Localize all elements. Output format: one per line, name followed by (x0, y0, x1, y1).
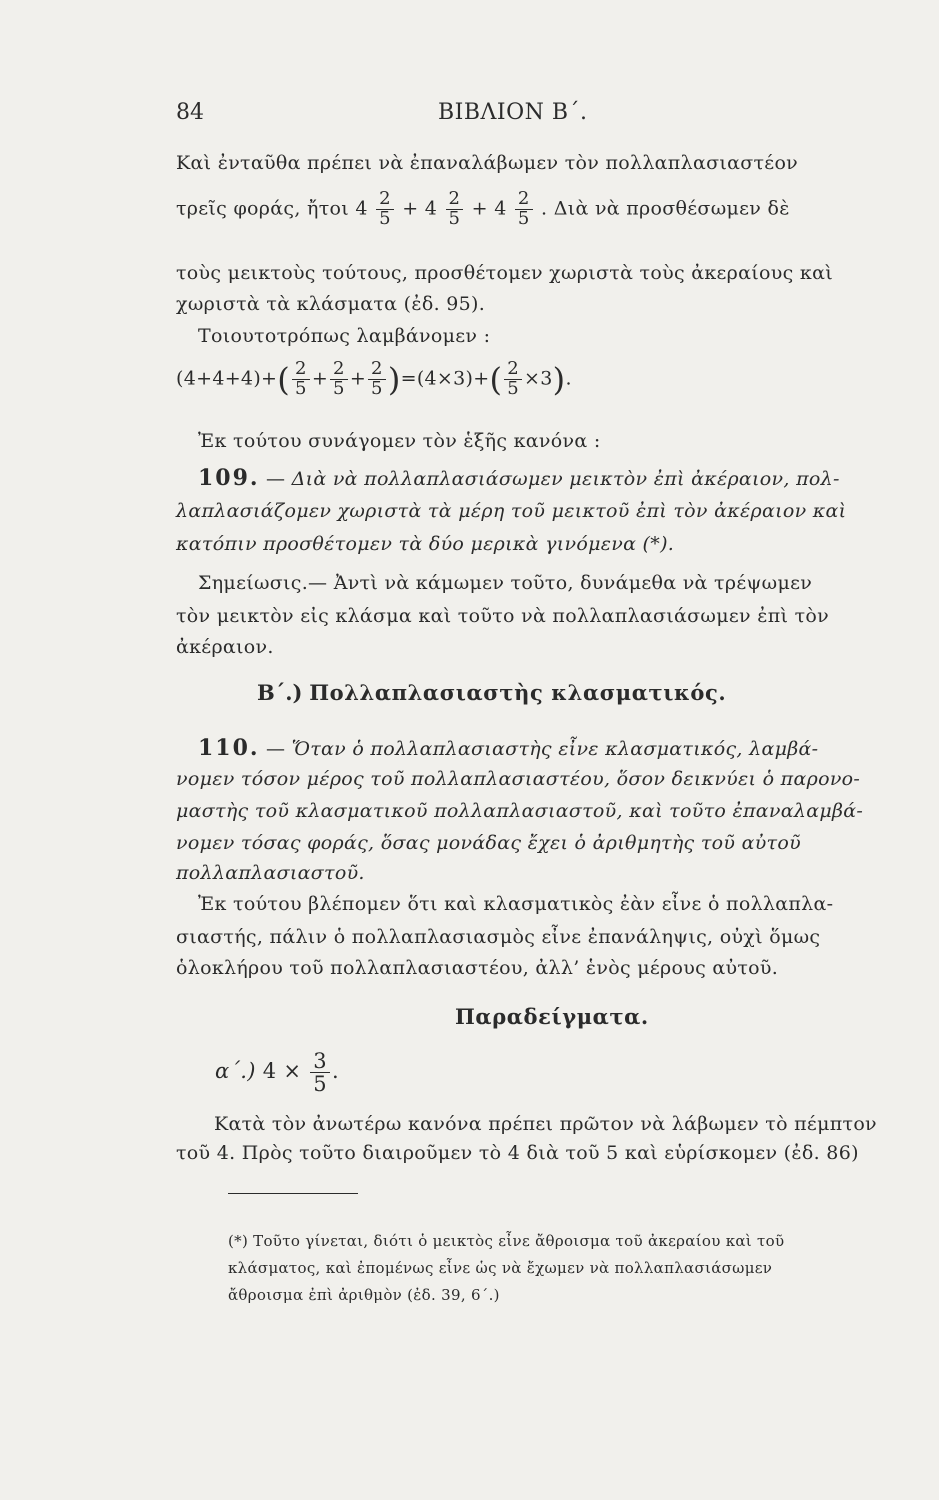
close-paren: ) (387, 360, 401, 399)
examples-heading: Παραδείγματα. (455, 1004, 649, 1029)
fraction-denominator: 5 (446, 209, 464, 229)
running-header: ΒΙΒΛΙΟΝ Β΄. (438, 100, 588, 125)
plus-sign: + (349, 367, 367, 390)
fraction-denominator: 5 (504, 379, 522, 399)
fraction-numerator: 2 (448, 188, 461, 209)
text-line: τὸν μεικτὸν εἰς κλάσμα καὶ τοῦτο νὰ πολλαπλασιάσωμεν ἐπὶ τὸν (176, 605, 829, 627)
fraction-denominator: 5 (292, 379, 310, 399)
section-label: Β΄.) (257, 680, 303, 705)
fraction-numerator: 2 (371, 358, 383, 379)
text-line: νομεν τόσον μέρος τοῦ πολλαπλασιαστέου, ὅσον δεικνύει ὁ παρονο- (176, 768, 861, 790)
rule-text: Ὅταν ὁ πολλαπλασιαστὴς εἶνε κλασματικός, λαμβά- (291, 738, 819, 760)
text-line: μαστὴς τοῦ κλασματικοῦ πολλαπλασιαστοῦ, καὶ τοῦτο ἐπαναλαμβά- (176, 800, 864, 822)
example-end: . (331, 1059, 339, 1084)
fraction-numerator: 2 (507, 358, 520, 379)
text-line: κατόπιν προσθέτομεν τὰ δύο μερικὰ γινόμενα (*). (176, 533, 675, 555)
text-line: χωριστὰ τὰ κλάσματα (ἐδ. 95). (176, 293, 486, 315)
fraction-numerator: 2 (295, 358, 307, 379)
open-paren: ( (489, 360, 503, 399)
text-line: ὁλοκλήρου τοῦ πολλαπλασιαστέου, ἀλλ’ ἑνὸς μέρους αὐτοῦ. (176, 957, 779, 979)
fraction-denominator: 5 (310, 1072, 330, 1095)
text-line: τοὺς μεικτοὺς τούτους, προσθέτομεν χωριστὰ τοὺς ἀκεραίους καὶ (176, 262, 833, 284)
section-number: 109. (198, 465, 260, 491)
fraction-numerator: 2 (333, 358, 345, 379)
text-fragment: . Διὰ νὰ προσθέσωμεν δὲ (541, 197, 790, 220)
section-heading (257, 680, 726, 705)
fraction-denominator: 5 (330, 379, 348, 399)
fraction-denominator: 5 (376, 209, 394, 229)
fraction (310, 1050, 330, 1095)
rule-text: Διὰ νὰ πολλαπλασιάσωμεν μεικτὸν ἐπὶ ἀκέραιον, πολ- (291, 468, 840, 490)
equation-part: =(4×3)+ (400, 367, 490, 390)
equation (176, 360, 572, 399)
footnote-line: κλάσματος, καὶ ἐπομένως εἶνε ὡς νὰ ἔχωμεν νὰ πολλαπλασιάσωμεν (228, 1259, 773, 1277)
fraction-numerator: 3 (313, 1049, 327, 1073)
fraction (515, 190, 533, 229)
fraction (376, 190, 394, 229)
text-line: σιαστής, πάλιν ὁ πολλαπλασιασμὸς εἶνε ἐπανάληψις, οὐχὶ ὅμως (176, 926, 821, 948)
integer: 4 (494, 197, 507, 220)
text-line: Ἐκ τούτου συνάγομεν τὸν ἑξῆς κανόνα : (198, 430, 601, 452)
rule-109-line (198, 465, 840, 491)
text-line: Τοιουτοτρόπως λαμβάνομεν : (198, 325, 491, 347)
text-line: Σημείωσις.— Ἀντὶ νὰ κάμωμεν τοῦτο, δυνάμεθα νὰ τρέψωμεν (198, 572, 813, 594)
plus-sign: + (311, 367, 329, 390)
footnote-line: (*) Τοῦτο γίνεται, διότι ὁ μεικτὸς εἶνε ἄθροισμα τοῦ ἀκεραίου καὶ τοῦ (228, 1232, 785, 1250)
text-line: νομεν τόσας φοράς, ὅσας μονάδας ἔχει ὁ ἀριθμητὴς τοῦ αὐτοῦ (176, 832, 801, 854)
dash: — (265, 468, 286, 490)
equation-part: ×3 (524, 367, 553, 390)
fraction (368, 360, 386, 399)
text-line: πολλαπλασιαστοῦ. (176, 862, 365, 884)
footnote-line: ἄθροισμα ἐπὶ ἀριθμὸν (ἐδ. 39, 6΄.) (228, 1286, 500, 1304)
fraction (504, 360, 522, 399)
mixed-sum-line (176, 190, 790, 229)
section-number: 110. (198, 735, 260, 761)
plus-sign: + (402, 197, 419, 220)
fraction (330, 360, 348, 399)
text-line: Κατὰ τὸν ἀνωτέρω κανόνα πρέπει πρῶτον νὰ λάβωμεν τὸ πέμπτον (214, 1113, 877, 1135)
plus-sign: + (471, 197, 488, 220)
text-fragment: τρεῖς φοράς, ἤτοι 4 (176, 197, 368, 220)
rule-110-line (198, 735, 818, 761)
open-paren: ( (277, 360, 291, 399)
text-line: τοῦ 4. Πρὸς τοῦτο διαιροῦμεν τὸ 4 διὰ τοῦ 5 καὶ εὑρίσκομεν (ἐδ. 86) (176, 1142, 859, 1164)
fraction-denominator: 5 (368, 379, 386, 399)
fraction-numerator: 2 (517, 188, 530, 209)
fraction-numerator: 2 (379, 188, 391, 209)
text-line: Καὶ ἐνταῦθα πρέπει νὰ ἐπαναλάβωμεν τὸν πολλαπλασιαστέον (176, 152, 799, 174)
example-label: α΄.) (215, 1059, 256, 1084)
page-number: 84 (176, 100, 204, 125)
example-a (215, 1050, 339, 1095)
fraction (292, 360, 310, 399)
integer: 4 (424, 197, 438, 220)
example-expression: 4 × (262, 1059, 302, 1084)
text-line: λαπλασιάζομεν χωριστὰ τὰ μέρη τοῦ μεικτοῦ ἐπὶ τὸν ἀκέραιον καὶ (176, 500, 847, 522)
section-title: Πολλαπλασιαστὴς κλασματικός. (309, 680, 727, 705)
text-line: ἀκέραιον. (176, 636, 274, 658)
equation-end: . (565, 367, 572, 390)
dash: — (265, 738, 286, 760)
equation-part: (4+4+4)+ (176, 367, 278, 390)
fraction (446, 190, 464, 229)
close-paren: ) (552, 360, 566, 399)
footnote-rule (228, 1193, 358, 1194)
fraction-denominator: 5 (515, 209, 533, 229)
text-line: Ἐκ τούτου βλέπομεν ὅτι καὶ κλασματικὸς ἐὰν εἶνε ὁ πολλαπλα- (198, 893, 834, 915)
